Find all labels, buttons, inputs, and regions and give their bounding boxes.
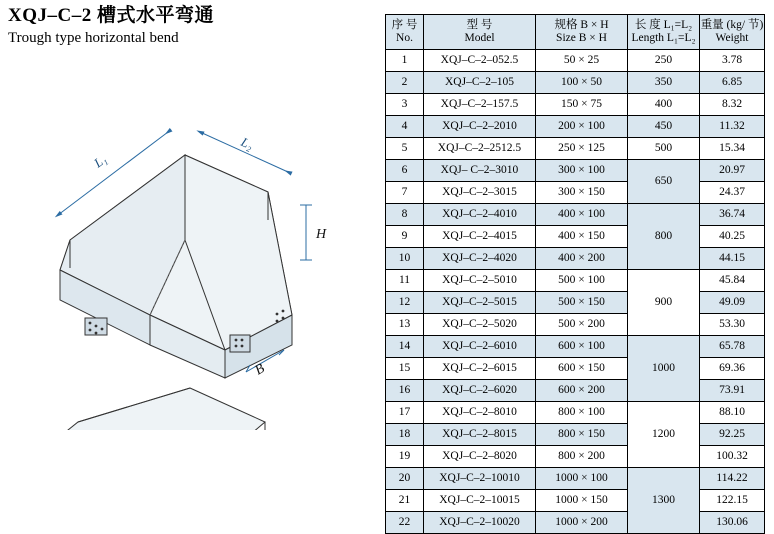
cell-weight: 92.25 bbox=[700, 424, 765, 446]
table-row bbox=[386, 72, 765, 94]
table-row bbox=[386, 94, 765, 116]
cell-size: 400 × 200 bbox=[536, 248, 628, 270]
cell-no: 12 bbox=[386, 292, 424, 314]
cell-no: 6 bbox=[386, 160, 424, 182]
header-size-en: Size B × H bbox=[556, 32, 607, 44]
cell-length: 400 bbox=[628, 94, 700, 116]
table-row bbox=[386, 292, 765, 314]
cell-length: 1200 bbox=[628, 402, 700, 468]
cell-model: XQJ–C–2–157.5 bbox=[424, 94, 536, 116]
cell-length: 900 bbox=[628, 270, 700, 336]
cell-model: XQJ–C–2–8020 bbox=[424, 446, 536, 468]
header-model-en: Model bbox=[464, 32, 495, 44]
table-row bbox=[386, 468, 765, 490]
cell-length: 250 bbox=[628, 50, 700, 72]
cell-model: XQJ–C–2–6020 bbox=[424, 380, 536, 402]
cell-size: 800 × 200 bbox=[536, 446, 628, 468]
cell-model: XQJ–C–2–4015 bbox=[424, 226, 536, 248]
cell-weight: 36.74 bbox=[700, 204, 765, 226]
header-model bbox=[424, 15, 536, 50]
cell-size: 50 × 25 bbox=[536, 50, 628, 72]
cell-model: XQJ–C–2–8015 bbox=[424, 424, 536, 446]
cell-model: XQJ–C–2–4010 bbox=[424, 204, 536, 226]
cell-length: 800 bbox=[628, 204, 700, 270]
header-size-cn: 规格 B × H bbox=[554, 19, 609, 31]
cell-model: XQJ–C–2–10015 bbox=[424, 490, 536, 512]
cell-weight: 88.10 bbox=[700, 402, 765, 424]
cell-model: XQJ– C–2–3010 bbox=[424, 160, 536, 182]
cell-model: XQJ–C–2–3015 bbox=[424, 182, 536, 204]
table-row bbox=[386, 50, 765, 72]
table-row bbox=[386, 446, 765, 468]
cell-weight: 45.84 bbox=[700, 270, 765, 292]
page-title bbox=[8, 4, 368, 48]
cell-size: 600 × 100 bbox=[536, 336, 628, 358]
cell-size: 400 × 100 bbox=[536, 204, 628, 226]
header-length-en: Length L₁=L₂ bbox=[631, 32, 696, 44]
cell-model: XQJ–C–2–105 bbox=[424, 72, 536, 94]
cell-length: 650 bbox=[628, 160, 700, 204]
cell-model: XQJ–C–2–10020 bbox=[424, 512, 536, 534]
cell-no: 18 bbox=[386, 424, 424, 446]
cell-no: 5 bbox=[386, 138, 424, 160]
cell-no: 16 bbox=[386, 380, 424, 402]
cell-model: XQJ–C–2–2512.5 bbox=[424, 138, 536, 160]
table-row bbox=[386, 226, 765, 248]
header-weight-en: Weight bbox=[715, 32, 749, 44]
cell-model: XQJ–C–2–052.5 bbox=[424, 50, 536, 72]
header-no-cn: 序 号 bbox=[391, 19, 418, 31]
cell-model: XQJ–C–2–4020 bbox=[424, 248, 536, 270]
cell-no: 14 bbox=[386, 336, 424, 358]
cell-size: 500 × 100 bbox=[536, 270, 628, 292]
cell-weight: 20.97 bbox=[700, 160, 765, 182]
cell-weight: 15.34 bbox=[700, 138, 765, 160]
dimension-label-b: B bbox=[252, 361, 268, 379]
cell-no: 13 bbox=[386, 314, 424, 336]
cell-size: 500 × 200 bbox=[536, 314, 628, 336]
cell-weight: 65.78 bbox=[700, 336, 765, 358]
table-row bbox=[386, 160, 765, 182]
dimension-label-h: H bbox=[316, 227, 327, 242]
table-row bbox=[386, 248, 765, 270]
cell-length: 500 bbox=[628, 138, 700, 160]
cell-no: 9 bbox=[386, 226, 424, 248]
isometric-bend-view bbox=[60, 155, 292, 378]
cell-weight: 130.06 bbox=[700, 512, 765, 534]
cell-size: 800 × 100 bbox=[536, 402, 628, 424]
cell-weight: 114.22 bbox=[700, 468, 765, 490]
table-row bbox=[386, 314, 765, 336]
cell-weight: 73.91 bbox=[700, 380, 765, 402]
table-header-row bbox=[386, 15, 765, 50]
header-size bbox=[536, 15, 628, 50]
dimension-label-l2: L₂ bbox=[238, 134, 256, 153]
technical-drawing bbox=[0, 100, 380, 430]
header-weight bbox=[700, 15, 765, 50]
cell-weight: 6.85 bbox=[700, 72, 765, 94]
cell-length: 1300 bbox=[628, 468, 700, 534]
header-model-cn: 型 号 bbox=[466, 19, 493, 31]
cell-size: 1000 × 150 bbox=[536, 490, 628, 512]
cell-size: 1000 × 200 bbox=[536, 512, 628, 534]
cell-no: 7 bbox=[386, 182, 424, 204]
cell-length: 350 bbox=[628, 72, 700, 94]
table-row bbox=[386, 490, 765, 512]
cell-no: 17 bbox=[386, 402, 424, 424]
cell-size: 400 × 150 bbox=[536, 226, 628, 248]
cell-no: 15 bbox=[386, 358, 424, 380]
cell-model: XQJ–C–2–6015 bbox=[424, 358, 536, 380]
table-row bbox=[386, 116, 765, 138]
table-row bbox=[386, 138, 765, 160]
table-row bbox=[386, 270, 765, 292]
cell-weight: 11.32 bbox=[700, 116, 765, 138]
table-row bbox=[386, 358, 765, 380]
specification-table bbox=[385, 14, 765, 534]
cell-model: XQJ–C–2–2010 bbox=[424, 116, 536, 138]
cell-weight: 122.15 bbox=[700, 490, 765, 512]
cell-size: 600 × 200 bbox=[536, 380, 628, 402]
cell-no: 1 bbox=[386, 50, 424, 72]
table-row bbox=[386, 512, 765, 534]
cell-weight: 44.15 bbox=[700, 248, 765, 270]
cell-model: XQJ–C–2–10010 bbox=[424, 468, 536, 490]
cell-no: 21 bbox=[386, 490, 424, 512]
cell-model: XQJ–C–2–5010 bbox=[424, 270, 536, 292]
header-length bbox=[628, 15, 700, 50]
cell-weight: 100.32 bbox=[700, 446, 765, 468]
table-row bbox=[386, 424, 765, 446]
cell-no: 4 bbox=[386, 116, 424, 138]
header-length-cn: 长 度 L₁=L₂ bbox=[634, 19, 693, 31]
cell-no: 10 bbox=[386, 248, 424, 270]
cell-model: XQJ–C–2–5020 bbox=[424, 314, 536, 336]
cell-weight: 49.09 bbox=[700, 292, 765, 314]
table-row bbox=[386, 380, 765, 402]
title-english: Trough type horizontal bend bbox=[8, 30, 179, 46]
cell-size: 800 × 150 bbox=[536, 424, 628, 446]
cell-size: 150 × 75 bbox=[536, 94, 628, 116]
header-weight-cn: 重量 (kg/ 节) bbox=[700, 19, 764, 31]
cell-weight: 3.78 bbox=[700, 50, 765, 72]
table-body bbox=[386, 50, 765, 534]
cell-size: 1000 × 100 bbox=[536, 468, 628, 490]
cell-size: 300 × 100 bbox=[536, 160, 628, 182]
table-row bbox=[386, 402, 765, 424]
plan-view bbox=[68, 388, 265, 430]
cell-model: XQJ–C–2–8010 bbox=[424, 402, 536, 424]
title-chinese: XQJ–C–2 槽式水平弯通 bbox=[8, 5, 214, 26]
cell-no: 2 bbox=[386, 72, 424, 94]
cell-weight: 40.25 bbox=[700, 226, 765, 248]
cell-no: 11 bbox=[386, 270, 424, 292]
cell-no: 8 bbox=[386, 204, 424, 226]
table-row bbox=[386, 182, 765, 204]
cell-no: 19 bbox=[386, 446, 424, 468]
header-no bbox=[386, 15, 424, 50]
header-no-en: No. bbox=[396, 32, 413, 44]
cell-size: 600 × 150 bbox=[536, 358, 628, 380]
cell-length: 1000 bbox=[628, 336, 700, 402]
cell-weight: 8.32 bbox=[700, 94, 765, 116]
table-row bbox=[386, 204, 765, 226]
cell-no: 22 bbox=[386, 512, 424, 534]
cell-size: 250 × 125 bbox=[536, 138, 628, 160]
cell-model: XQJ–C–2–6010 bbox=[424, 336, 536, 358]
table-row bbox=[386, 336, 765, 358]
cell-size: 300 × 150 bbox=[536, 182, 628, 204]
cell-weight: 53.30 bbox=[700, 314, 765, 336]
cell-size: 100 × 50 bbox=[536, 72, 628, 94]
cell-size: 200 × 100 bbox=[536, 116, 628, 138]
cell-length: 450 bbox=[628, 116, 700, 138]
cell-weight: 24.37 bbox=[700, 182, 765, 204]
cell-no: 20 bbox=[386, 468, 424, 490]
dimension-label-l1: L₁ bbox=[90, 151, 110, 171]
cell-size: 500 × 150 bbox=[536, 292, 628, 314]
cell-model: XQJ–C–2–5015 bbox=[424, 292, 536, 314]
cell-no: 3 bbox=[386, 94, 424, 116]
cell-weight: 69.36 bbox=[700, 358, 765, 380]
